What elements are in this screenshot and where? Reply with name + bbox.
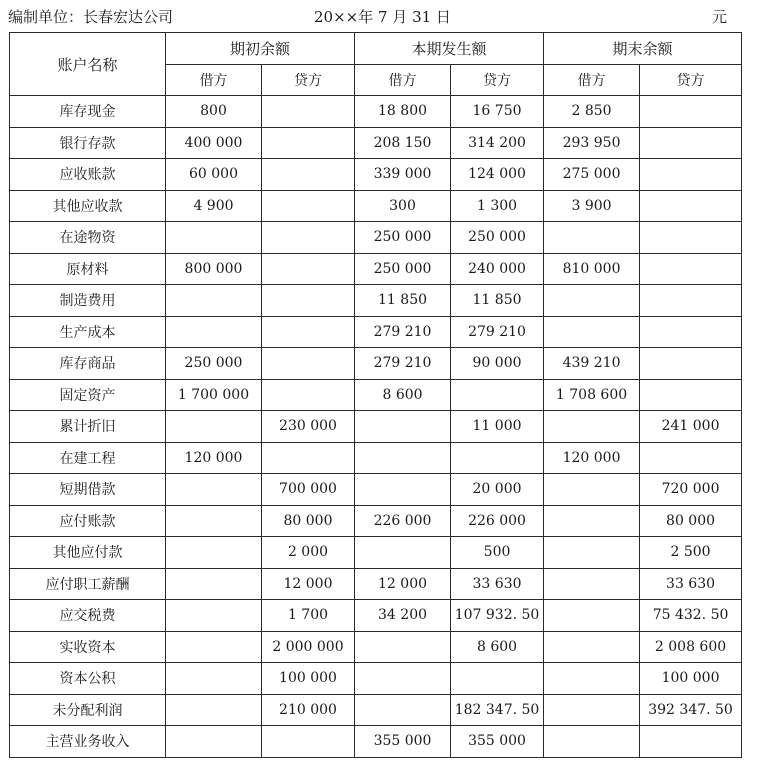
closing-debit-cell [544, 537, 640, 569]
opening-debit-cell: 4 900 [166, 190, 262, 222]
account-name-cell: 主营业务收入 [10, 726, 166, 758]
period-credit-cell: 11 000 [451, 411, 544, 443]
period-debit-cell [355, 631, 451, 663]
table-row [10, 600, 742, 632]
account-name-cell: 在途物资 [10, 222, 166, 254]
table-row [10, 190, 742, 222]
opening-credit-cell [262, 348, 355, 380]
table-row [10, 442, 742, 474]
table-row [10, 285, 742, 317]
period-credit-cell [451, 379, 544, 411]
opening-debit-cell [166, 568, 262, 600]
closing-debit-cell [544, 600, 640, 632]
period-debit-cell: 226 000 [355, 505, 451, 537]
account-name-cell: 累计折旧 [10, 411, 166, 443]
table-row [10, 348, 742, 380]
closing-debit-cell: 1 708 600 [544, 379, 640, 411]
table-row [10, 663, 742, 695]
closing-debit-cell [544, 663, 640, 695]
period-credit-cell: 90 000 [451, 348, 544, 380]
closing-credit-cell [640, 96, 742, 128]
account-name-cell: 其他应付款 [10, 537, 166, 569]
table-row [10, 379, 742, 411]
opening-debit-cell [166, 505, 262, 537]
opening-debit-cell [166, 411, 262, 443]
account-name-cell: 库存商品 [10, 348, 166, 380]
opening-debit-cell [166, 631, 262, 663]
account-name-cell: 库存现金 [10, 96, 166, 128]
closing-credit-cell [640, 222, 742, 254]
account-name-cell: 固定资产 [10, 379, 166, 411]
period-credit-cell: 11 850 [451, 285, 544, 317]
opening-credit-cell: 230 000 [262, 411, 355, 443]
trial-balance-table [9, 32, 742, 758]
opening-credit-cell [262, 159, 355, 191]
period-debit-cell [355, 442, 451, 474]
closing-debit-cell [544, 285, 640, 317]
opening-credit-cell [262, 442, 355, 474]
period-credit-cell: 33 630 [451, 568, 544, 600]
closing-credit-cell: 100 000 [640, 663, 742, 695]
period-debit-cell [355, 411, 451, 443]
period-credit-cell: 250 000 [451, 222, 544, 254]
period-credit-cell: 1 300 [451, 190, 544, 222]
report-header [0, 0, 777, 32]
opening-debit-cell: 400 000 [166, 127, 262, 159]
period-credit-cell: 240 000 [451, 253, 544, 285]
closing-credit-cell: 392 347. 50 [640, 694, 742, 726]
closing-debit-cell: 120 000 [544, 442, 640, 474]
period-debit-header: 借方 [355, 64, 451, 96]
opening-credit-cell [262, 127, 355, 159]
account-name-cell: 应付账款 [10, 505, 166, 537]
account-name-cell: 应付职工薪酬 [10, 568, 166, 600]
report-date: 20××年 7 月 31 日 [314, 8, 451, 26]
table-row [10, 253, 742, 285]
period-debit-cell: 300 [355, 190, 451, 222]
period-credit-cell [451, 663, 544, 695]
closing-credit-cell [640, 190, 742, 222]
opening-credit-cell [262, 379, 355, 411]
period-debit-cell: 18 800 [355, 96, 451, 128]
period-debit-cell: 355 000 [355, 726, 451, 758]
period-credit-cell: 124 000 [451, 159, 544, 191]
period-credit-cell: 314 200 [451, 127, 544, 159]
opening-credit-cell: 12 000 [262, 568, 355, 600]
closing-debit-cell [544, 568, 640, 600]
period-debit-cell: 279 210 [355, 348, 451, 380]
period-debit-cell [355, 474, 451, 506]
account-name-header: 账户名称 [10, 33, 166, 96]
period-debit-cell [355, 537, 451, 569]
closing-debit-cell: 439 210 [544, 348, 640, 380]
opening-credit-cell: 700 000 [262, 474, 355, 506]
account-name-cell: 应交税费 [10, 600, 166, 632]
table-row [10, 474, 742, 506]
opening-debit-cell [166, 222, 262, 254]
closing-credit-cell: 33 630 [640, 568, 742, 600]
opening-credit-cell: 100 000 [262, 663, 355, 695]
closing-debit-cell [544, 474, 640, 506]
closing-debit-cell [544, 316, 640, 348]
period-activity-header: 本期发生额 [355, 33, 544, 65]
period-debit-cell: 250 000 [355, 222, 451, 254]
closing-debit-cell: 275 000 [544, 159, 640, 191]
closing-credit-cell [640, 127, 742, 159]
opening-debit-cell [166, 316, 262, 348]
period-credit-cell: 500 [451, 537, 544, 569]
table-row [10, 505, 742, 537]
closing-credit-cell [640, 159, 742, 191]
opening-debit-cell [166, 600, 262, 632]
table-row [10, 127, 742, 159]
account-name-cell: 制造费用 [10, 285, 166, 317]
closing-credit-cell [640, 726, 742, 758]
opening-debit-cell: 1 700 000 [166, 379, 262, 411]
closing-credit-cell: 241 000 [640, 411, 742, 443]
opening-credit-cell: 2 000 000 [262, 631, 355, 663]
opening-debit-cell: 60 000 [166, 159, 262, 191]
closing-debit-cell [544, 726, 640, 758]
closing-credit-cell: 2 500 [640, 537, 742, 569]
table-row [10, 726, 742, 758]
account-name-cell: 实收资本 [10, 631, 166, 663]
period-credit-cell: 8 600 [451, 631, 544, 663]
opening-credit-cell: 80 000 [262, 505, 355, 537]
period-debit-cell: 250 000 [355, 253, 451, 285]
account-name-cell: 原材料 [10, 253, 166, 285]
table-row [10, 694, 742, 726]
opening-credit-cell [262, 285, 355, 317]
table-row [10, 411, 742, 443]
account-name-cell: 其他应收款 [10, 190, 166, 222]
opening-debit-cell: 800 000 [166, 253, 262, 285]
table-row [10, 631, 742, 663]
opening-debit-cell [166, 726, 262, 758]
closing-balance-header: 期末余额 [544, 33, 742, 65]
table-row [10, 96, 742, 128]
period-credit-cell: 182 347. 50 [451, 694, 544, 726]
opening-debit-cell [166, 694, 262, 726]
closing-credit-cell: 720 000 [640, 474, 742, 506]
opening-credit-cell [262, 253, 355, 285]
closing-credit-cell [640, 253, 742, 285]
period-debit-cell: 11 850 [355, 285, 451, 317]
closing-debit-cell [544, 411, 640, 443]
opening-credit-cell [262, 96, 355, 128]
account-name-cell: 生产成本 [10, 316, 166, 348]
closing-debit-cell: 293 950 [544, 127, 640, 159]
closing-credit-cell [640, 316, 742, 348]
account-name-cell: 短期借款 [10, 474, 166, 506]
period-credit-cell: 355 000 [451, 726, 544, 758]
opening-debit-cell [166, 663, 262, 695]
closing-credit-cell [640, 379, 742, 411]
period-debit-cell: 279 210 [355, 316, 451, 348]
table-row [10, 568, 742, 600]
period-debit-cell: 34 200 [355, 600, 451, 632]
opening-credit-cell [262, 316, 355, 348]
period-credit-cell: 107 932. 50 [451, 600, 544, 632]
account-name-cell: 银行存款 [10, 127, 166, 159]
opening-debit-header: 借方 [166, 64, 262, 96]
period-credit-header: 贷方 [451, 64, 544, 96]
opening-credit-cell: 210 000 [262, 694, 355, 726]
period-debit-cell: 8 600 [355, 379, 451, 411]
closing-debit-cell: 810 000 [544, 253, 640, 285]
account-name-cell: 在建工程 [10, 442, 166, 474]
period-credit-cell: 16 750 [451, 96, 544, 128]
opening-credit-cell: 1 700 [262, 600, 355, 632]
closing-credit-header: 贷方 [640, 64, 742, 96]
closing-debit-cell: 3 900 [544, 190, 640, 222]
closing-credit-cell [640, 442, 742, 474]
closing-debit-cell [544, 222, 640, 254]
closing-credit-cell: 75 432. 50 [640, 600, 742, 632]
opening-debit-cell [166, 474, 262, 506]
opening-credit-cell [262, 726, 355, 758]
period-credit-cell [451, 442, 544, 474]
period-debit-cell [355, 694, 451, 726]
closing-credit-cell: 2 008 600 [640, 631, 742, 663]
table-row [10, 222, 742, 254]
opening-credit-cell: 2 000 [262, 537, 355, 569]
opening-credit-cell [262, 190, 355, 222]
period-debit-cell [355, 663, 451, 695]
closing-debit-header: 借方 [544, 64, 640, 96]
period-debit-cell: 208 150 [355, 127, 451, 159]
closing-debit-cell [544, 631, 640, 663]
opening-credit-header: 贷方 [262, 64, 355, 96]
account-name-cell: 资本公积 [10, 663, 166, 695]
opening-debit-cell [166, 285, 262, 317]
account-name-cell: 未分配利润 [10, 694, 166, 726]
company-unit: 编制单位：长春宏达公司 [8, 8, 174, 26]
period-credit-cell: 226 000 [451, 505, 544, 537]
closing-credit-cell [640, 285, 742, 317]
period-credit-cell: 20 000 [451, 474, 544, 506]
table-row [10, 537, 742, 569]
currency-unit: 元 [712, 8, 728, 26]
closing-credit-cell: 80 000 [640, 505, 742, 537]
period-debit-cell: 12 000 [355, 568, 451, 600]
opening-debit-cell: 120 000 [166, 442, 262, 474]
opening-balance-header: 期初余额 [166, 33, 355, 65]
closing-debit-cell [544, 505, 640, 537]
period-credit-cell: 279 210 [451, 316, 544, 348]
closing-credit-cell [640, 348, 742, 380]
opening-debit-cell: 250 000 [166, 348, 262, 380]
closing-debit-cell [544, 694, 640, 726]
opening-debit-cell [166, 537, 262, 569]
period-debit-cell: 339 000 [355, 159, 451, 191]
closing-debit-cell: 2 850 [544, 96, 640, 128]
table-row [10, 159, 742, 191]
account-name-cell: 应收账款 [10, 159, 166, 191]
opening-debit-cell: 800 [166, 96, 262, 128]
opening-credit-cell [262, 222, 355, 254]
table-row [10, 316, 742, 348]
